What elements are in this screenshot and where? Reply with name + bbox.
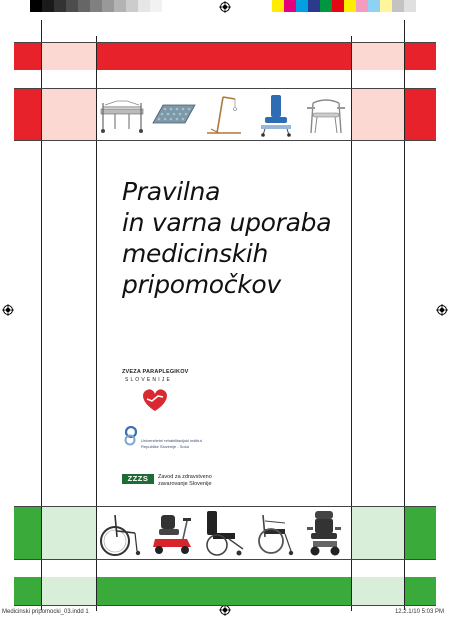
frame-line: [351, 36, 352, 611]
pressure-mattress-icon: [149, 89, 199, 139]
title-line: pripomočkov: [122, 270, 281, 299]
zzzs-mark: ZZZS: [122, 474, 154, 484]
heart-logo-icon: [138, 387, 172, 413]
sport-wheelchair-icon: [97, 507, 145, 558]
light-red-band-block: [351, 42, 404, 70]
swatch: [66, 0, 78, 12]
title-line: medicinskih: [122, 239, 269, 268]
swatch: [102, 0, 114, 12]
zzzs-logo-line2: zavarovanje Slovenije: [158, 481, 212, 487]
swatch: [126, 0, 138, 12]
swatch: [78, 0, 90, 12]
light-green-band-block: [351, 577, 404, 605]
red-band-block: [96, 42, 351, 70]
green-band-block: [96, 577, 351, 605]
swatch: [90, 0, 102, 12]
frame-line: [14, 506, 436, 507]
institute-logo-line2: Republike Slovenije - Soča: [141, 444, 189, 449]
red-band-block: [14, 42, 42, 70]
swatch: [368, 0, 380, 12]
slug-filename: Medicinski pripomocki_03.indd 1: [2, 609, 89, 615]
zzzs-logo-line1: Zavod za zdravstveno: [158, 474, 212, 480]
power-wheelchair-icon: [301, 507, 351, 558]
swatch: [272, 0, 284, 12]
title-line: in varna uporaba: [122, 208, 332, 237]
red-band-block: [14, 88, 42, 140]
institute-logo-line1: Univerzitetni rehabilitacijski inštitut: [141, 438, 202, 443]
light-red-band-block: [42, 88, 96, 140]
document-title: [122, 176, 331, 300]
folding-wheelchair-icon: [251, 507, 299, 558]
swatch: [42, 0, 54, 12]
swatch: [392, 0, 404, 12]
swatch: [344, 0, 356, 12]
frame-line: [14, 140, 436, 141]
light-green-band-block: [42, 506, 96, 559]
institute-emblem-icon: [122, 426, 140, 446]
swatch: [114, 0, 126, 12]
light-red-band-block: [42, 42, 96, 70]
red-band-block: [404, 88, 436, 140]
registration-mark-icon: [219, 1, 231, 13]
bath-lift-chair-icon: [251, 89, 299, 139]
swatch: [380, 0, 392, 12]
paraplegiki-logo-line1: ZVEZA PARAPLEGIKOV: [122, 369, 189, 375]
light-green-band-block: [351, 506, 404, 559]
patient-lift-icon: [201, 89, 249, 139]
frame-line: [14, 88, 436, 89]
swatch: [284, 0, 296, 12]
slug-timestamp: 12.2.1/10 5:03 PM: [394, 609, 444, 615]
light-red-band-block: [351, 88, 404, 140]
paraplegiki-logo-line2: S L O V E N I J E: [125, 377, 171, 383]
green-band-block: [14, 506, 42, 559]
light-green-band-block: [42, 577, 96, 605]
title-line: Pravilna: [122, 177, 221, 206]
swatch: [404, 0, 416, 12]
swatch: [30, 0, 42, 12]
hospital-bed-icon: [97, 89, 147, 139]
green-band-block: [404, 577, 436, 605]
swatch: [308, 0, 320, 12]
swatch: [332, 0, 344, 12]
frame-line: [41, 20, 42, 610]
red-band-block: [404, 42, 436, 70]
registration-mark-icon: [2, 304, 14, 316]
swatch: [296, 0, 308, 12]
frame-line: [96, 36, 97, 611]
mobility-scooter-icon: [147, 507, 197, 558]
swatch: [150, 0, 162, 12]
frame-line: [14, 605, 436, 606]
registration-mark-icon: [436, 304, 448, 316]
green-band-block: [404, 506, 436, 559]
green-band-block: [14, 577, 42, 605]
frame-line: [404, 20, 405, 610]
swatch: [54, 0, 66, 12]
commode-chair-icon: [301, 89, 351, 139]
frame-line: [14, 42, 436, 43]
swatch: [356, 0, 368, 12]
swatch: [138, 0, 150, 12]
reclining-wheelchair-icon: [199, 507, 249, 558]
frame-line: [14, 559, 436, 560]
swatch: [320, 0, 332, 12]
